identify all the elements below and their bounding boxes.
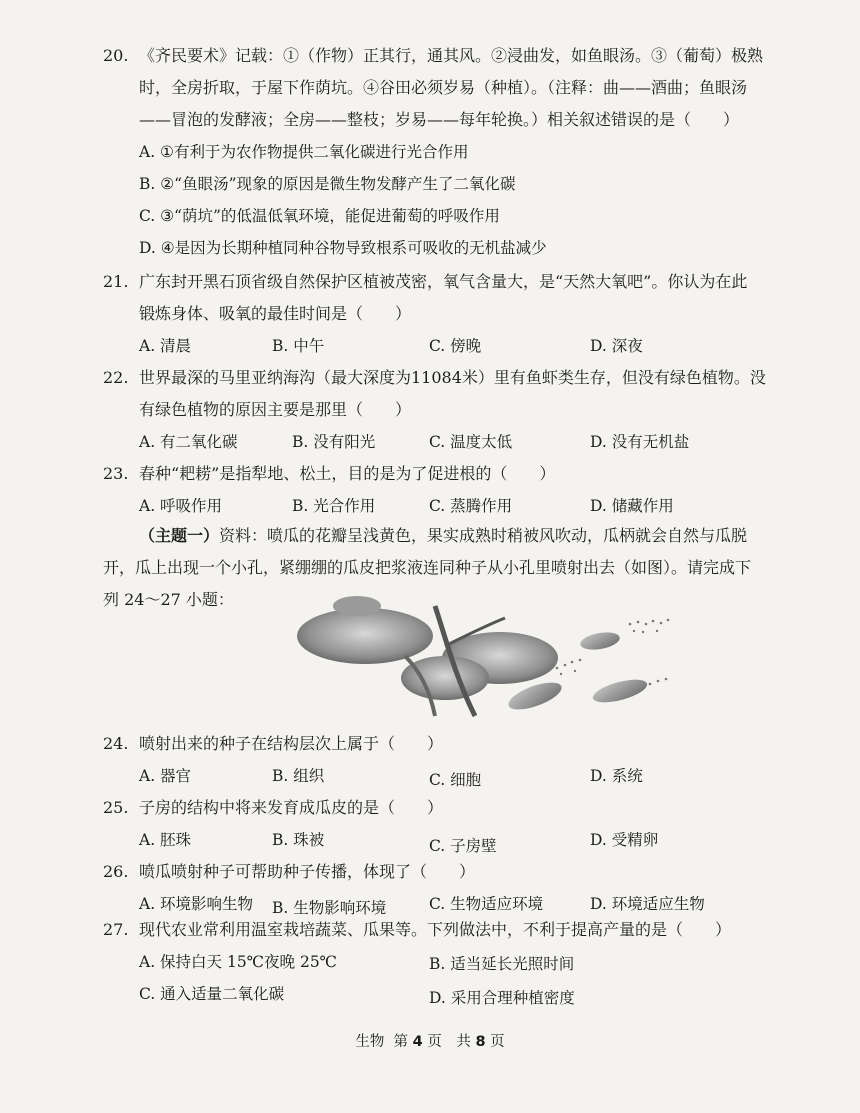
footer-page-mid: 页 共 — [427, 1034, 471, 1050]
question-number: 20. — [103, 46, 129, 65]
question-stem-line: 《齐民要术》记载：①（作物）正其行，通其风。②浸曲发，如鱼眼汤。③（葡萄）极熟 — [139, 46, 764, 65]
fruit-shape — [591, 675, 650, 707]
footer-total-pages: 8 — [475, 1034, 486, 1050]
question-stem-line: ——冒泡的发酵液；全房——整枝；岁易——每年轮换。）相关叙述错误的是（ ） — [139, 110, 740, 129]
theme-label: （主题一） — [139, 526, 220, 545]
question-stem-line: 子房的结构中将来发育成瓜皮的是（ ） — [139, 798, 444, 817]
option-c: C. ③“荫坑”的低温低氧环境，能促进葡萄的呼吸作用 — [139, 207, 500, 225]
question-number: 26. — [103, 862, 129, 881]
option-d: D. ④是因为长期种植同种谷物导致根系可吸收的无机盐减少 — [139, 239, 547, 257]
theme-text-line: 列 24～27 小题： — [103, 590, 234, 609]
option-c: C. 子房壁 — [429, 837, 497, 855]
option-b: B. 组织 — [272, 767, 325, 785]
option-d: D. 储藏作用 — [590, 497, 674, 515]
option-d: D. 没有无机盐 — [590, 433, 690, 451]
footer-page-prefix: 第 — [393, 1034, 409, 1050]
question-stem-line: 喷瓜喷射种子可帮助种子传播，体现了（ ） — [139, 862, 476, 881]
leaf-shape — [333, 596, 381, 616]
option-b: B. 生物影响环境 — [272, 899, 387, 917]
option-c: C. 细胞 — [429, 771, 482, 789]
question-20 — [103, 40, 783, 264]
option-b: B. 中午 — [272, 337, 325, 355]
question-22 — [103, 362, 783, 458]
leaf-shape — [297, 608, 433, 664]
question-number: 25. — [103, 798, 129, 817]
question-stem-line: 现代农业常利用温室栽培蔬菜、瓜果等。下列做法中，不利于提高产量的是（ ） — [139, 920, 732, 939]
option-c: C. 蒸腾作用 — [429, 497, 513, 515]
question-stem-line: 锻炼身体、吸氧的最佳时间是（ ） — [139, 304, 412, 323]
question-21 — [103, 266, 783, 362]
footer-subject: 生物 — [355, 1034, 385, 1050]
option-b: B. 适当延长光照时间 — [429, 955, 575, 973]
question-24 — [103, 728, 783, 792]
option-a: A. 有二氧化碳 — [139, 433, 238, 451]
question-27 — [103, 914, 783, 1010]
question-stem-line: 有绿色植物的原因主要是那里（ ） — [139, 400, 412, 419]
option-c: C. 通入适量二氧化碳 — [139, 985, 285, 1003]
option-d: D. 受精卵 — [590, 831, 659, 849]
option-c: C. 生物适应环境 — [429, 895, 544, 913]
option-b: B. 没有阳光 — [292, 433, 376, 451]
spray-dots — [556, 619, 670, 686]
question-stem-line: 时，全房折取，于屋下作荫坑。④谷田必须岁易（种植）。（注释：曲——酒曲；鱼眼汤 — [139, 78, 748, 97]
option-b: B. ②“鱼眼汤”现象的原因是微生物发酵产生了二氧化碳 — [139, 175, 516, 193]
footer-page-suffix: 页 — [490, 1034, 505, 1050]
page-footer — [0, 1030, 860, 1051]
theme-text-line: 开，瓜上出现一个小孔，紧绷绷的瓜皮把浆液连同种子从小孔里喷射出去（如图）。请完成下 — [103, 558, 752, 577]
option-a: A. 环境影响生物 — [139, 895, 254, 913]
option-b: B. 珠被 — [272, 831, 325, 849]
option-a: A. 呼吸作用 — [139, 497, 223, 515]
question-number: 21. — [103, 272, 129, 291]
footer-page-number: 4 — [412, 1034, 423, 1050]
option-d: D. 采用合理种植密度 — [429, 989, 575, 1007]
option-c: C. 温度太低 — [429, 433, 513, 451]
question-23 — [103, 458, 783, 522]
question-number: 24. — [103, 734, 129, 753]
question-stem-line: 喷射出来的种子在结构层次上属于（ ） — [139, 734, 444, 753]
question-number: 23. — [103, 464, 129, 483]
question-number: 27. — [103, 920, 129, 939]
question-number: 22. — [103, 368, 129, 387]
theme-text-line: 资料：喷瓜的花瓣呈浅黄色，果实成熟时稍被风吹动，瓜柄就会自然与瓜脱 — [219, 526, 748, 545]
option-c: C. 傍晚 — [429, 337, 482, 355]
question-stem-line: 世界最深的马里亚纳海沟（最大深度为11084米）里有鱼虾类生存，但没有绿色植物。没 — [139, 368, 766, 387]
option-d: D. 环境适应生物 — [590, 895, 705, 913]
leaf-shape — [401, 656, 489, 700]
option-a: A. 保持白天 15℃夜晚 25℃ — [139, 953, 338, 971]
option-a: A. 清晨 — [139, 337, 192, 355]
option-a: A. ①有利于为农作物提供二氧化碳进行光合作用 — [139, 143, 469, 161]
option-d: D. 系统 — [590, 767, 643, 785]
fruit-shape — [579, 630, 621, 653]
question-25 — [103, 792, 783, 856]
option-d: D. 深夜 — [590, 337, 643, 355]
option-b: B. 光合作用 — [292, 497, 376, 515]
question-stem-line: 春种“耙耢”是指犁地、松土，目的是为了促进根的（ ） — [139, 464, 556, 483]
option-a: A. 器官 — [139, 767, 192, 785]
question-stem-line: 广东封开黑石顶省级自然保护区植被茂密，氧气含量大，是“天然大氧吧”。你认为在此 — [139, 272, 748, 291]
question-26 — [103, 856, 783, 920]
squirting-cucumber-figure — [295, 596, 680, 721]
option-a: A. 胚珠 — [139, 831, 192, 849]
